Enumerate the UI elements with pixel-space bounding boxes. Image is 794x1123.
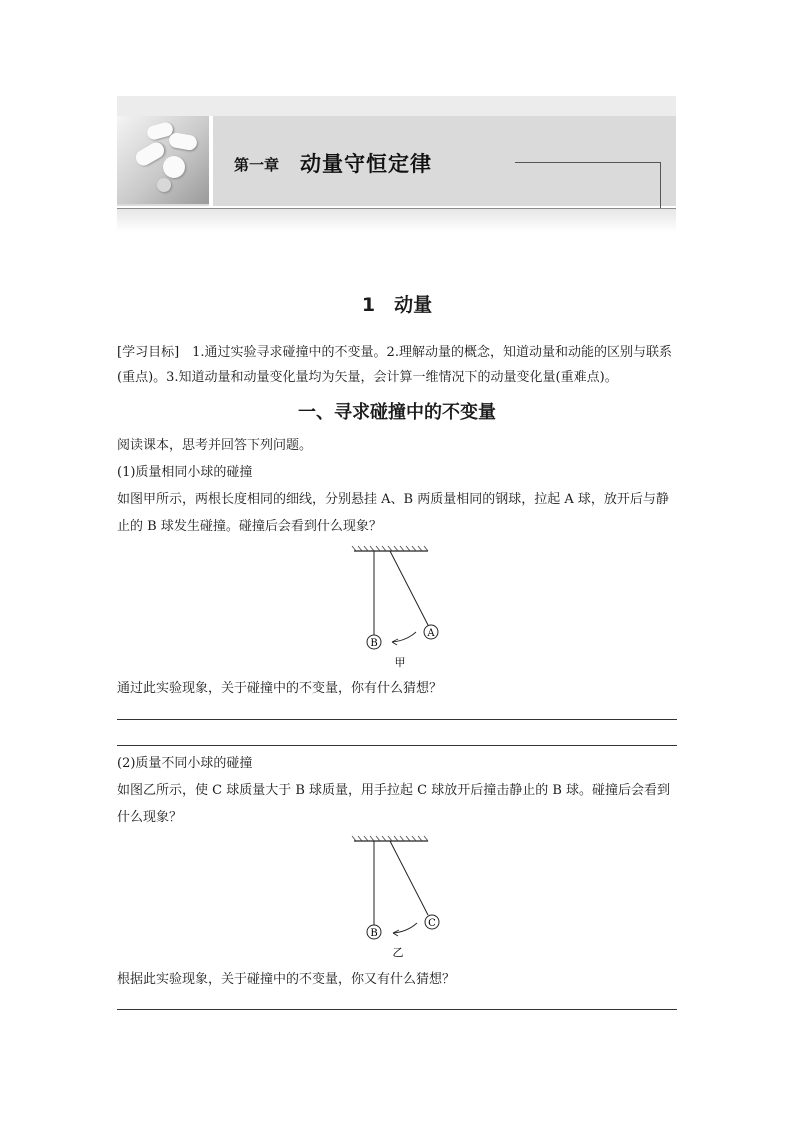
section-title: 1 动量 [361, 294, 433, 316]
part-heading: 一、寻求碰撞中的不变量 [298, 402, 496, 423]
chapter-title: 动量守恒定律 [300, 152, 432, 176]
question-2-followup: 根据此实验现象，关于碰撞中的不变量，你又有什么猜想？ [117, 972, 456, 987]
answer-line-2 [117, 745, 677, 746]
banner-top-strip [117, 96, 676, 116]
ball-c-label: C [428, 918, 436, 929]
chapter-number: 第一章 [234, 156, 280, 174]
banner-photo [117, 116, 209, 204]
ball-b-label: B [370, 928, 378, 939]
figure-jia-caption: 甲 [394, 656, 406, 669]
question-1-title: (1)质量相同小球的碰撞 [117, 465, 253, 480]
question-1-text: 如图甲所示，两根长度相同的细线，分别悬挂 A、B 两质量相同的钢球，拉起 A 球，放开后与静止的 B 球发生碰撞。碰撞后会看到什么现象？ [117, 492, 669, 534]
figure-jia [340, 545, 460, 674]
objectives-label: [学习目标] [117, 345, 180, 360]
ball-a-label: A [427, 628, 435, 639]
ball-b-label: B [370, 638, 378, 649]
objectives-text: 1.通过实验寻求碰撞中的不变量。2.理解动量的概念，知道动量和动能的区别与联系(重点)。3.知道动量和动量变化量均为矢量，会计算一维情况下的动量变化量(重难点)。 [117, 345, 672, 385]
chapter-banner [117, 96, 676, 232]
banner-frame [515, 162, 661, 209]
question-2-text: 如图乙所示，使 C 球质量大于 B 球质量，用手拉起 C 球放开后撞击静止的 B 球。碰撞后会看到什么现象？ [117, 783, 671, 825]
question-2-title: (2)质量不同小球的碰撞 [117, 756, 253, 771]
banner-divider [209, 116, 213, 206]
figure-yi-caption: 乙 [392, 946, 404, 959]
figure-yi [340, 835, 460, 969]
answer-line-3 [117, 1009, 677, 1010]
intro-text: 阅读课本，思考并回答下列问题。 [117, 438, 313, 453]
answer-line-1 [117, 719, 677, 720]
banner-fade [117, 209, 676, 232]
learning-objectives [117, 340, 677, 390]
question-1-followup: 通过此实验现象，关于碰撞中的不变量，你有什么猜想？ [117, 681, 443, 696]
